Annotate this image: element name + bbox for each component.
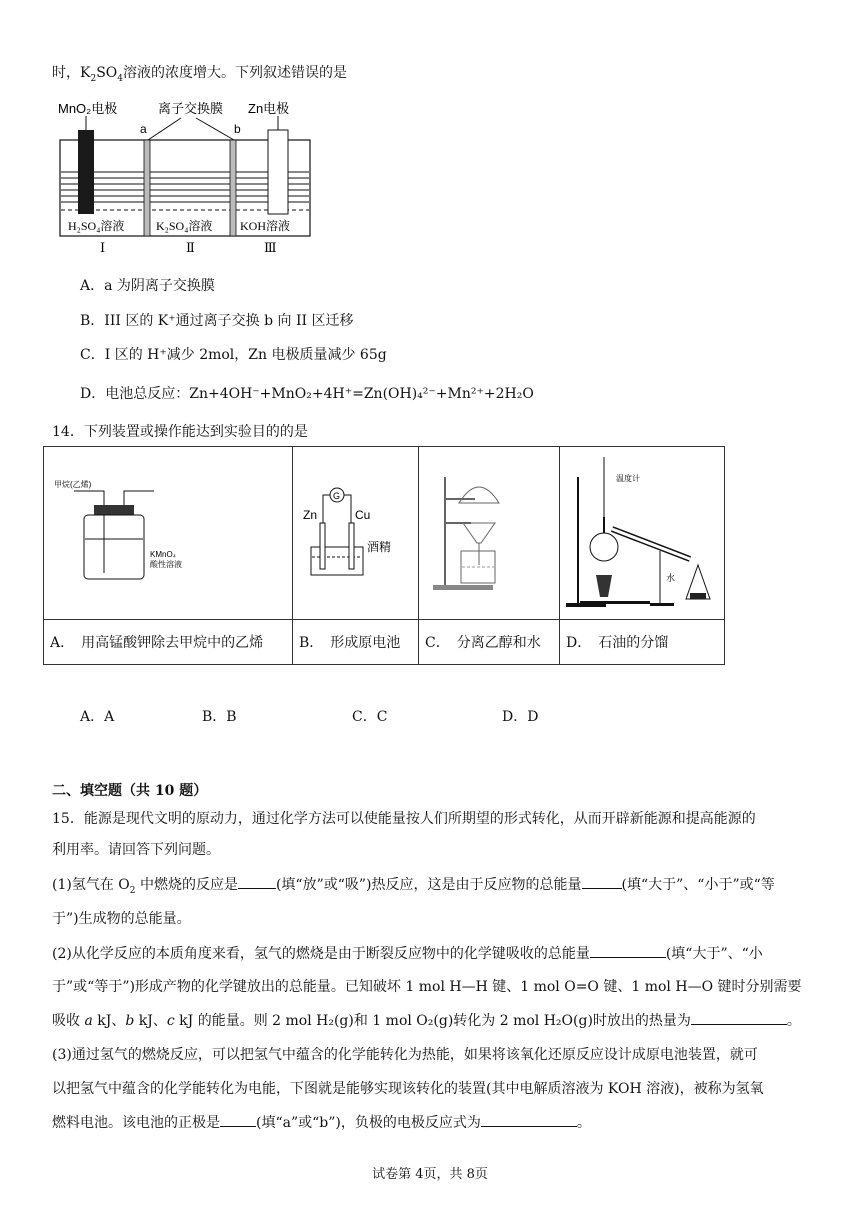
q15-part1-line1: (1)氢气在 $O_2$ 中燃烧的反应是 (填“放”或“吸”)热反应，这是由于反应物的总能量 (填“大于”、“小于”或“等 — [52, 874, 775, 896]
mno2-electrode-label: MnO₂电极 — [58, 101, 118, 116]
svg-text:Cu: Cu — [355, 508, 371, 522]
zone-2-label: Ⅱ — [186, 241, 195, 256]
q15-blank-3[interactable] — [590, 943, 666, 958]
koh-solution-label: KOH溶液 — [240, 219, 290, 233]
svg-text:甲烷(乙烯): 甲烷(乙烯) — [54, 480, 92, 489]
q15-blank-6[interactable] — [481, 1112, 577, 1127]
zone-3-label: Ⅲ — [264, 241, 277, 256]
q15-stem-line2: 利用率。请回答下列问题。 — [52, 842, 220, 858]
q13-option-d: D．电池总反应：Zn+4OH⁻+MnO₂+4H⁺=Zn(OH)₄²⁻+Mn²⁺+2H₂O — [80, 386, 534, 402]
svg-text:Zn: Zn — [303, 508, 318, 522]
membrane-b-label: b — [234, 122, 241, 136]
q15-part3-line2: 以把氢气中蕴含的化学能转化为电能，下图就是能够实现该转化的装置(其中电解质溶液为 KOH 溶液)，被称为氢氧 — [52, 1081, 764, 1097]
electrolytic-cell-diagram — [56, 98, 318, 258]
q15-part2-line1: (2)从化学反应的本质角度来看，氢气的燃烧是由于断裂反应物中的化学键吸收的总能量 (填“大于”、“小 — [52, 943, 763, 963]
q14-caption-b: B． 形成原电池 — [293, 620, 419, 665]
q13-option-a: A．a 为阴离子交换膜 — [80, 278, 215, 294]
q14-cell-a-image — [44, 447, 293, 620]
q14-caption-d: D． 石油的分馏 — [560, 620, 725, 665]
q15-blank-1[interactable] — [238, 874, 276, 889]
q15-part2-line3: 吸收 a kJ、b kJ、c kJ 的能量。则 2 mol H₂(g)和 1 mol O₂(g)转化为 2 mol H₂O(g)时放出的热量为 。 — [52, 1010, 801, 1030]
q14-choice-d[interactable]: D．D — [502, 709, 539, 725]
svg-text:G: G — [333, 491, 341, 501]
q15-blank-5[interactable] — [220, 1112, 256, 1127]
distillation-apparatus-diagram — [560, 447, 724, 615]
q15-part1-line2: 于”)生成物的总能量。 — [52, 911, 191, 927]
membrane-a — [144, 140, 150, 236]
q14-stem: 14．下列装置或操作能达到实验目的的是 — [52, 424, 308, 440]
zone-1-label: Ⅰ — [100, 241, 106, 256]
q15-part2-line2: 于”或“等于”)形成产物的化学键放出的总能量。已知破坏 1 mol H—H 键、1 mol O=O 键、1 mol H—O 键时分别需要 — [52, 979, 802, 995]
zn-electrode — [268, 130, 288, 214]
svg-text:KMnO₄: KMnO₄ — [150, 550, 176, 559]
q15-stem-line1: 15．能源是现代文明的原动力，通过化学方法可以使能量按人们所期望的形式转化，从而开辟新能源和提高能源的 — [52, 811, 756, 827]
zn-electrode-label: Zn电极 — [248, 101, 290, 116]
q14-choice-c[interactable]: C．C — [352, 709, 388, 725]
q14-cell-c-image — [419, 447, 560, 620]
page-footer: 试卷第 4页，共 8页 — [372, 1167, 488, 1182]
q15-part3-line1: (3)通过氢气的燃烧反应，可以把氢气中蕴含的化学能转化为热能，如果将该氧化还原反应设计成原电池装置，就可 — [52, 1047, 758, 1063]
q15-blank-4[interactable] — [691, 1010, 787, 1025]
q14-caption-a: A． 用高锰酸钾除去甲烷中的乙烯 — [44, 620, 293, 665]
galvanic-cell-diagram — [293, 447, 418, 615]
q15-blank-2[interactable] — [582, 874, 622, 889]
q14-cell-b-image — [293, 447, 419, 620]
q14-table — [43, 446, 725, 665]
q13-intro: 时，$K_2SO_4$溶液的浓度增大。下列叙述错误的是 — [52, 65, 348, 84]
membrane-a-label: a — [140, 122, 147, 136]
k2so4-solution-label: K₂SO₄溶液 — [156, 219, 213, 233]
q14-cell-d-image — [560, 447, 725, 620]
membrane-label: 离子交换膜 — [158, 101, 224, 116]
q13-option-c: C．I 区的 H⁺减少 2mol，Zn 电极质量减少 65g — [80, 347, 387, 363]
svg-text:温度计: 温度计 — [616, 474, 640, 483]
q14-caption-c: C． 分离乙醇和水 — [419, 620, 560, 665]
svg-text:水: 水 — [666, 573, 676, 583]
separatory-funnel-diagram — [419, 447, 559, 615]
q13-option-b: B．III 区的 K⁺通过离子交换 b 向 II 区迁移 — [80, 313, 354, 329]
h2so4-solution-label: H₂SO₄溶液 — [68, 219, 125, 233]
q15-part3-line3: 燃料电池。该电池的正极是 (填“a”或“b”)，负极的电极反应式为 。 — [52, 1112, 591, 1132]
gas-washing-bottle-diagram — [44, 447, 292, 615]
mno2-electrode — [78, 130, 94, 214]
q14-choice-a[interactable]: A．A — [80, 709, 115, 725]
membrane-b — [230, 140, 236, 236]
svg-text:酒精: 酒精 — [367, 540, 392, 554]
q14-choice-b[interactable]: B．B — [202, 709, 237, 725]
svg-text:酸性溶液: 酸性溶液 — [150, 560, 182, 569]
section-title: 二、填空题（共 10 题） — [52, 783, 208, 799]
